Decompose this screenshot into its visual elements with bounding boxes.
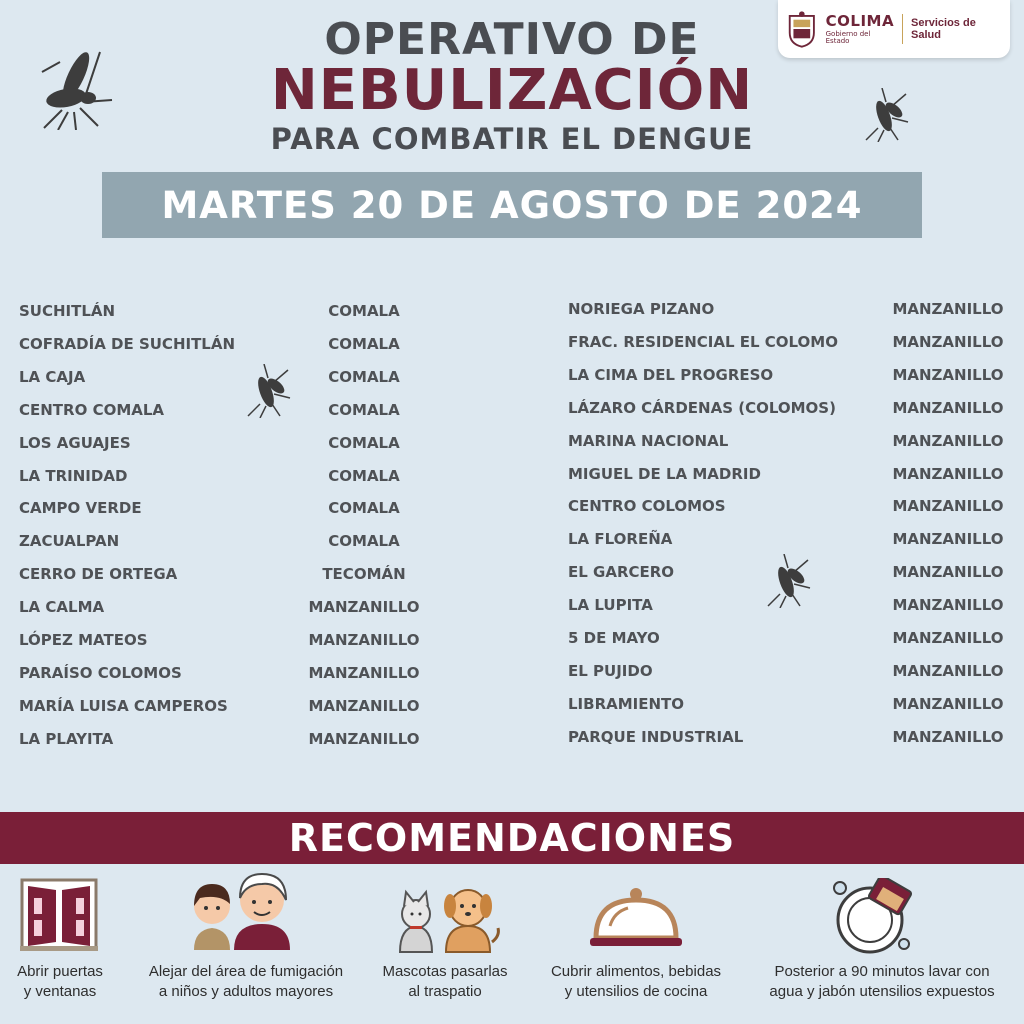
recommendation-label: Alejar del área de fumigación a niños y adultos mayores bbox=[148, 963, 344, 1000]
location-row bbox=[19, 499, 429, 519]
location-row bbox=[19, 565, 429, 585]
location-row bbox=[568, 662, 1018, 682]
location-row bbox=[19, 598, 429, 618]
location-name: CERRO DE ORTEGA bbox=[19, 565, 178, 584]
location-name: LA TRINIDAD bbox=[19, 466, 128, 485]
location-name: LA CALMA bbox=[19, 598, 105, 617]
recommendations-title: RECOMENDACIONES bbox=[288, 816, 736, 860]
municipality-name: COMALA bbox=[328, 532, 400, 551]
location-name: MIGUEL DE LA MADRID bbox=[568, 464, 761, 483]
municipality-name: COMALA bbox=[328, 367, 400, 386]
location-name: NORIEGA PIZANO bbox=[568, 300, 715, 318]
municipality-name: COMALA bbox=[328, 334, 400, 353]
location-name: EL GARCERO bbox=[568, 563, 675, 582]
location-name: LIBRAMIENTO bbox=[568, 694, 685, 713]
location-name: MARÍA LUISA CAMPEROS bbox=[19, 696, 228, 715]
location-name: SUCHITLÁN bbox=[19, 302, 116, 320]
recommendation-label: Abrir puertas y ventanas bbox=[17, 963, 103, 1000]
location-name: LA FLOREÑA bbox=[568, 530, 673, 549]
mosquito-icon bbox=[40, 42, 116, 130]
location-row bbox=[19, 730, 429, 750]
date-banner bbox=[102, 172, 922, 238]
location-row bbox=[568, 563, 1018, 583]
location-row bbox=[568, 432, 1018, 452]
municipality-name: COMALA bbox=[328, 466, 400, 485]
location-row bbox=[19, 368, 429, 388]
location-name: FRAC. RESIDENCIAL EL COLOMO bbox=[568, 332, 838, 351]
municipality-name: MANZANILLO bbox=[892, 727, 1004, 746]
location-row bbox=[568, 530, 1018, 550]
mosquito-icon bbox=[862, 88, 910, 142]
municipality-name: MANZANILLO bbox=[892, 398, 1004, 417]
logo-subtitle: Gobierno del Estado bbox=[825, 29, 871, 45]
location-row bbox=[568, 728, 1018, 748]
recommendation-item bbox=[752, 868, 1012, 1018]
recommendation-item bbox=[0, 868, 120, 1018]
location-row bbox=[568, 465, 1018, 485]
food-cover-icon bbox=[588, 886, 684, 950]
municipality-name: MANZANILLO bbox=[892, 365, 1004, 384]
location-row bbox=[568, 333, 1018, 353]
location-name: LA PLAYITA bbox=[19, 729, 114, 748]
municipality-name: MANZANILLO bbox=[892, 431, 1004, 450]
location-row bbox=[568, 629, 1018, 649]
location-name: EL PUJIDO bbox=[568, 661, 653, 680]
location-name: MARINA NACIONAL bbox=[568, 431, 729, 450]
location-name: LÓPEZ MATEOS bbox=[19, 631, 148, 649]
location-row bbox=[19, 631, 429, 651]
recommendation-item bbox=[136, 868, 356, 1018]
title-line-1: OPERATIVO DE bbox=[324, 14, 700, 65]
recommendation-label: Mascotas pasarlas al traspatio bbox=[382, 963, 508, 1000]
location-row bbox=[568, 399, 1018, 419]
location-name: LA CAJA bbox=[19, 367, 86, 386]
child-elder-icon bbox=[190, 868, 294, 952]
door-window-icon bbox=[18, 876, 100, 952]
location-row bbox=[568, 366, 1018, 386]
municipality-name: MANZANILLO bbox=[308, 729, 420, 748]
location-name: CAMPO VERDE bbox=[19, 499, 142, 518]
municipality-name: MANZANILLO bbox=[892, 464, 1004, 483]
location-row bbox=[19, 697, 429, 717]
location-row bbox=[19, 467, 429, 487]
municipality-name: MANZANILLO bbox=[892, 596, 1004, 615]
location-row bbox=[568, 695, 1018, 715]
location-name: PARQUE INDUSTRIAL bbox=[568, 727, 744, 746]
municipality-name: MANZANILLO bbox=[892, 332, 1004, 351]
recommendations-banner bbox=[0, 812, 1024, 864]
location-row bbox=[19, 401, 429, 421]
location-name: 5 DE MAYO bbox=[568, 629, 660, 647]
title-line-3: PARA COMBATIR EL DENGUE bbox=[270, 122, 754, 156]
municipality-name: COMALA bbox=[328, 400, 400, 419]
location-row bbox=[19, 664, 429, 684]
location-name: LA CIMA DEL PROGRESO bbox=[568, 365, 774, 384]
location-row bbox=[568, 497, 1018, 517]
municipality-name: MANZANILLO bbox=[308, 696, 420, 715]
municipality-name: MANZANILLO bbox=[892, 300, 1004, 318]
recommendation-item bbox=[370, 868, 520, 1018]
location-row bbox=[19, 434, 429, 454]
municipality-name: COMALA bbox=[328, 302, 400, 320]
recommendation-label: Cubrir alimentos, bebidas y utensilios de cocina bbox=[550, 963, 722, 1000]
department-name: Servicios de Salud bbox=[911, 17, 976, 41]
location-row bbox=[19, 532, 429, 552]
location-name: LÁZARO CÁRDENAS (COLOMOS) bbox=[568, 398, 836, 417]
location-name: CENTRO COMALA bbox=[19, 400, 165, 419]
location-row bbox=[19, 335, 429, 355]
municipality-name: MANZANILLO bbox=[892, 530, 1004, 549]
municipality-name: MANZANILLO bbox=[892, 497, 1004, 516]
washing-icon bbox=[832, 878, 918, 954]
location-name: CENTRO COLOMOS bbox=[568, 497, 726, 516]
municipality-name: MANZANILLO bbox=[892, 694, 1004, 713]
location-name: LA LUPITA bbox=[568, 596, 653, 615]
municipality-name: MANZANILLO bbox=[892, 563, 1004, 582]
location-row bbox=[568, 300, 1018, 320]
recommendation-label: Posterior a 90 minutos lavar con agua y jabón utensilios expuestos bbox=[769, 963, 995, 1000]
municipality-name: TECOMÁN bbox=[322, 565, 406, 584]
pets-icon bbox=[392, 882, 502, 954]
municipality-name: MANZANILLO bbox=[308, 598, 420, 617]
recommendation-item bbox=[536, 868, 736, 1018]
date-text: MARTES 20 DE AGOSTO DE 2024 bbox=[161, 183, 863, 227]
municipality-name: COMALA bbox=[328, 499, 400, 518]
location-name: LOS AGUAJES bbox=[19, 433, 131, 452]
municipality-name: MANZANILLO bbox=[308, 631, 420, 649]
location-row bbox=[568, 596, 1018, 616]
municipality-name: MANZANILLO bbox=[308, 663, 420, 682]
location-row bbox=[19, 302, 429, 322]
municipality-name: MANZANILLO bbox=[892, 661, 1004, 680]
title-line-2: NEBULIZACIÓN bbox=[270, 58, 754, 123]
logo-name: COLIMA bbox=[825, 11, 895, 30]
location-name: ZACUALPAN bbox=[19, 532, 120, 551]
location-name: PARAÍSO COLOMOS bbox=[19, 663, 182, 682]
location-name: COFRADÍA DE SUCHITLÁN bbox=[19, 334, 236, 353]
municipality-name: MANZANILLO bbox=[892, 629, 1004, 647]
municipality-name: COMALA bbox=[328, 433, 400, 452]
